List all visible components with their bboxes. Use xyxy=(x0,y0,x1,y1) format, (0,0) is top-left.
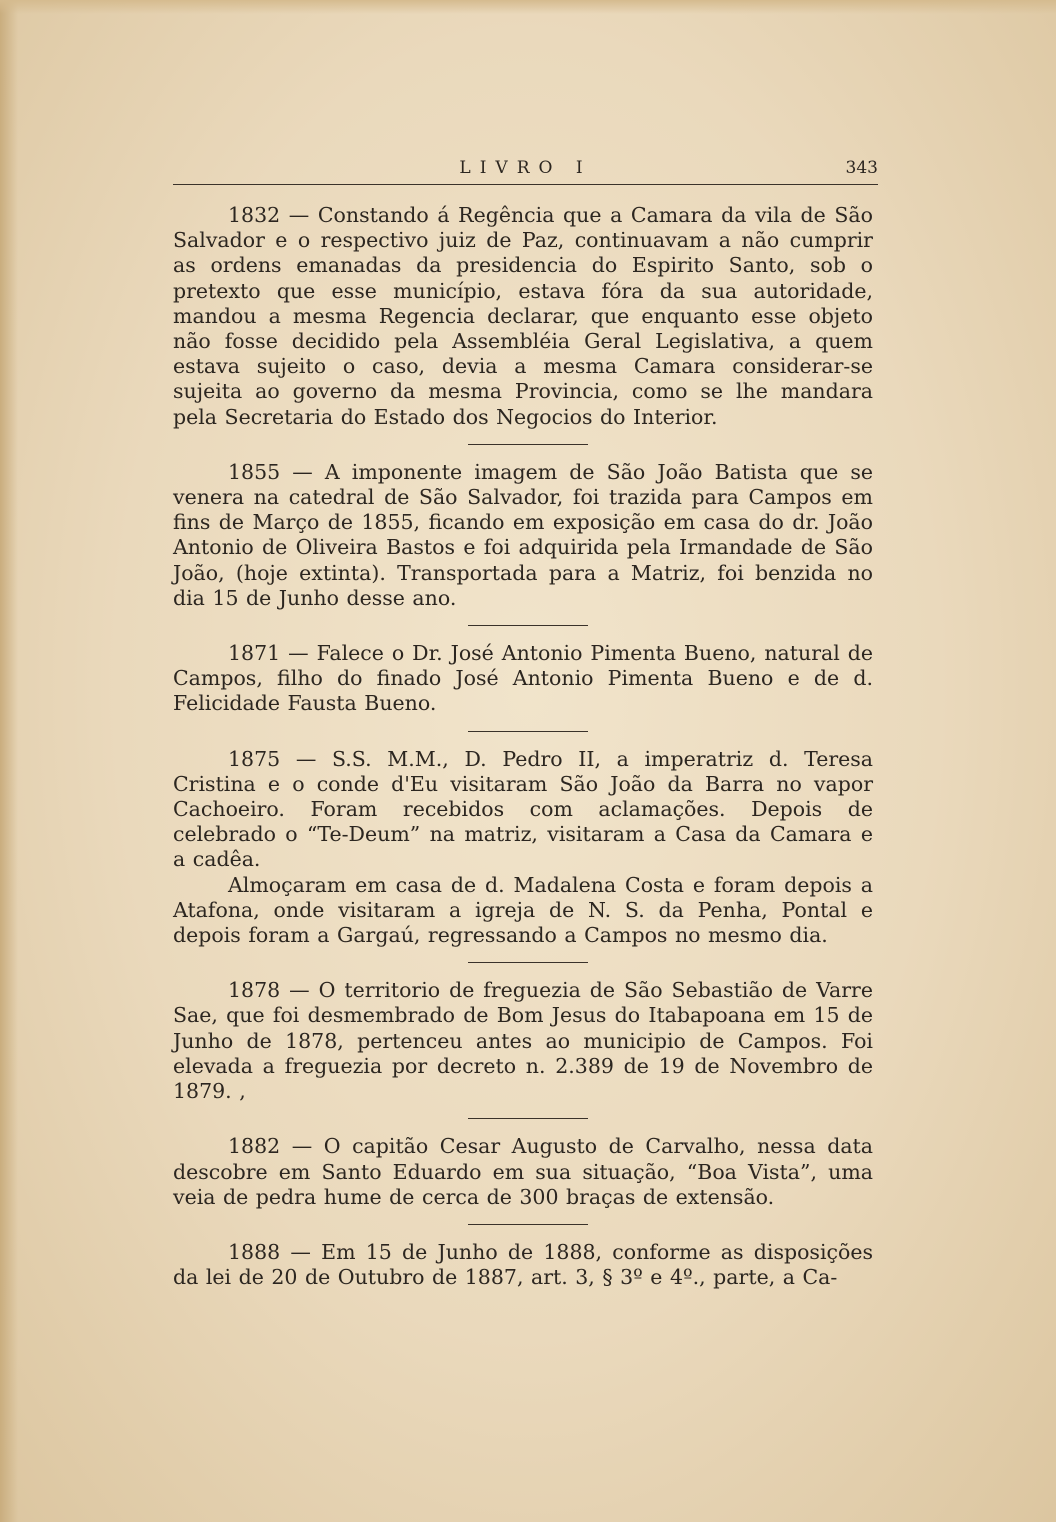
page-number: 343 xyxy=(845,158,878,178)
entry-paragraph: 1871 — Falece o Dr. José Antonio Pimenta Bueno, natural de Campos, filho do finado José Antonio Pimenta Bueno e de d. Felicidade Fausta Bueno. xyxy=(173,641,873,716)
entry-paragraph: 1888 — Em 15 de Junho de 1888, conforme as disposições da lei de 20 de Outubro de 1887, art. 3, § 3º e 4º., parte, a Ca- xyxy=(173,1239,873,1290)
separator-rule xyxy=(468,1118,588,1119)
separator-rule xyxy=(468,731,588,732)
entry-1871 xyxy=(173,641,873,717)
entry-paragraph: 1875 — S.S. M.M., D. Pedro II, a imperatriz d. Teresa Cristina e o conde d'Eu visitaram São João da Barra no vapor Cachoeiro. Foram recebidos com aclamações. Depois de celebrado o “Te-Deum” na matriz, visitaram a Casa da Camara e a cadêa. xyxy=(173,746,873,872)
entry-1832 xyxy=(173,203,873,430)
entry-1888 xyxy=(173,1240,873,1290)
page-top-shadow xyxy=(0,0,1056,14)
separator-rule xyxy=(468,962,588,963)
page-edge-shadow xyxy=(0,0,18,1522)
page-header xyxy=(173,154,878,185)
separator-rule xyxy=(468,444,588,445)
entry-1875 xyxy=(173,747,873,949)
entry-1855 xyxy=(173,460,873,611)
entry-paragraph: 1878 — O territorio de freguezia de São Sebastião de Varre Sae, que foi desmembrado de Bom Jesus do Itabapoana em 15 de Junho de 1878, pertenceu antes ao municipio de Campos. Foi elevada a freguezia por decreto n. 2.389 de 19 de Novembro de 1879. , xyxy=(173,978,873,1104)
separator-rule xyxy=(468,625,588,626)
entry-paragraph: 1855 — A imponente imagem de São João Batista que se venera na catedral de São Salvador, foi trazida para Campos em fins de Março de 1855, ficando em exposição em casa do dr. João Antonio de Oliveira Bastos e foi adquirida pela Irmandade de São João, (hoje extinta). Transportada para a Matriz, foi benzida no dia 15 de Junho desse ano. xyxy=(173,459,873,610)
entry-1882 xyxy=(173,1134,873,1210)
running-title: LIVRO I xyxy=(459,158,592,178)
body-text xyxy=(173,203,873,1290)
entry-paragraph: 1832 — Constando á Regência que a Camara da vila de São Salvador e o respectivo juiz de Paz, continuavam a não cumprir as ordens emanadas da presidencia do Espirito Santo, sob o pretexto que esse município, estava fóra da sua autoridade, mandou a mesma Regencia declarar, que enquanto esse objeto não fosse decidido pela Assembléia Geral Legislativa, a quem estava sujeito o caso, devia a mesma Camara considerar-se sujeita ao governo da mesma Provincia, como se lhe mandara pela Secretaria do Estado dos Negocios do Interior. xyxy=(173,203,873,429)
separator-rule xyxy=(468,1224,588,1225)
entry-paragraph: Almoçaram em casa de d. Madalena Costa e foram depois a Atafona, onde visitaram a igreja de N. S. da Penha, Pontal e depois foram a Gargaú, regressando a Campos no mesmo dia. xyxy=(173,872,873,948)
entry-1878 xyxy=(173,978,873,1104)
entry-paragraph: 1882 — O capitão Cesar Augusto de Carvalho, nessa data descobre em Santo Eduardo em sua situação, “Boa Vista”, uma veia de pedra hume de cerca de 300 braças de extensão. xyxy=(173,1134,873,1209)
